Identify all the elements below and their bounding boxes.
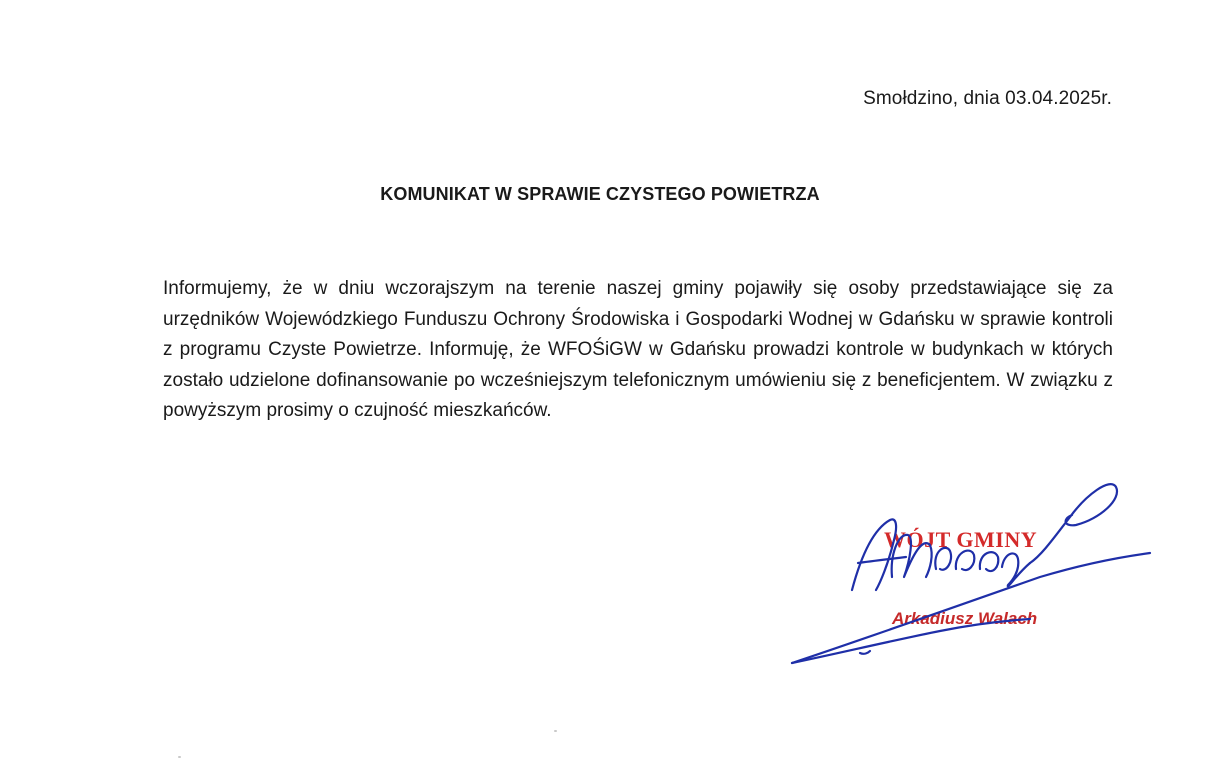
scan-speck [178, 756, 181, 758]
stamp-name: Arkadiusz Walach [892, 609, 1038, 628]
document-body: Informujemy, że w dniu wczorajszym na terenie naszej gminy pojawiły się osoby przedstawiające się za urzędników Wojewódzkiego Funduszu Ochrony Środowiska i Gospodarki Wodnej w Gdańsku w sprawie kontroli z programu Czyste Powietrze. Informuję, że WFOŚiGW w Gdańsku prowadzi kontrole w budynkach w których zostało udzielone dofinansowanie po wcześniejszym telefonicznym umówieniu się z beneficjentem. W związku z powyższym prosimy o czujność mieszkańców. [163, 278, 1113, 421]
handwritten-signature [780, 465, 1160, 680]
scan-speck [554, 730, 557, 732]
place-date: Smołdzino, dnia 03.04.2025r. [863, 88, 1112, 109]
stamp-title: WÓJT GMINY [884, 527, 1038, 552]
signature-stamp-block [780, 465, 1160, 680]
document-title: KOMUNIKAT W SPRAWIE CZYSTEGO POWIETRZA [380, 184, 820, 204]
